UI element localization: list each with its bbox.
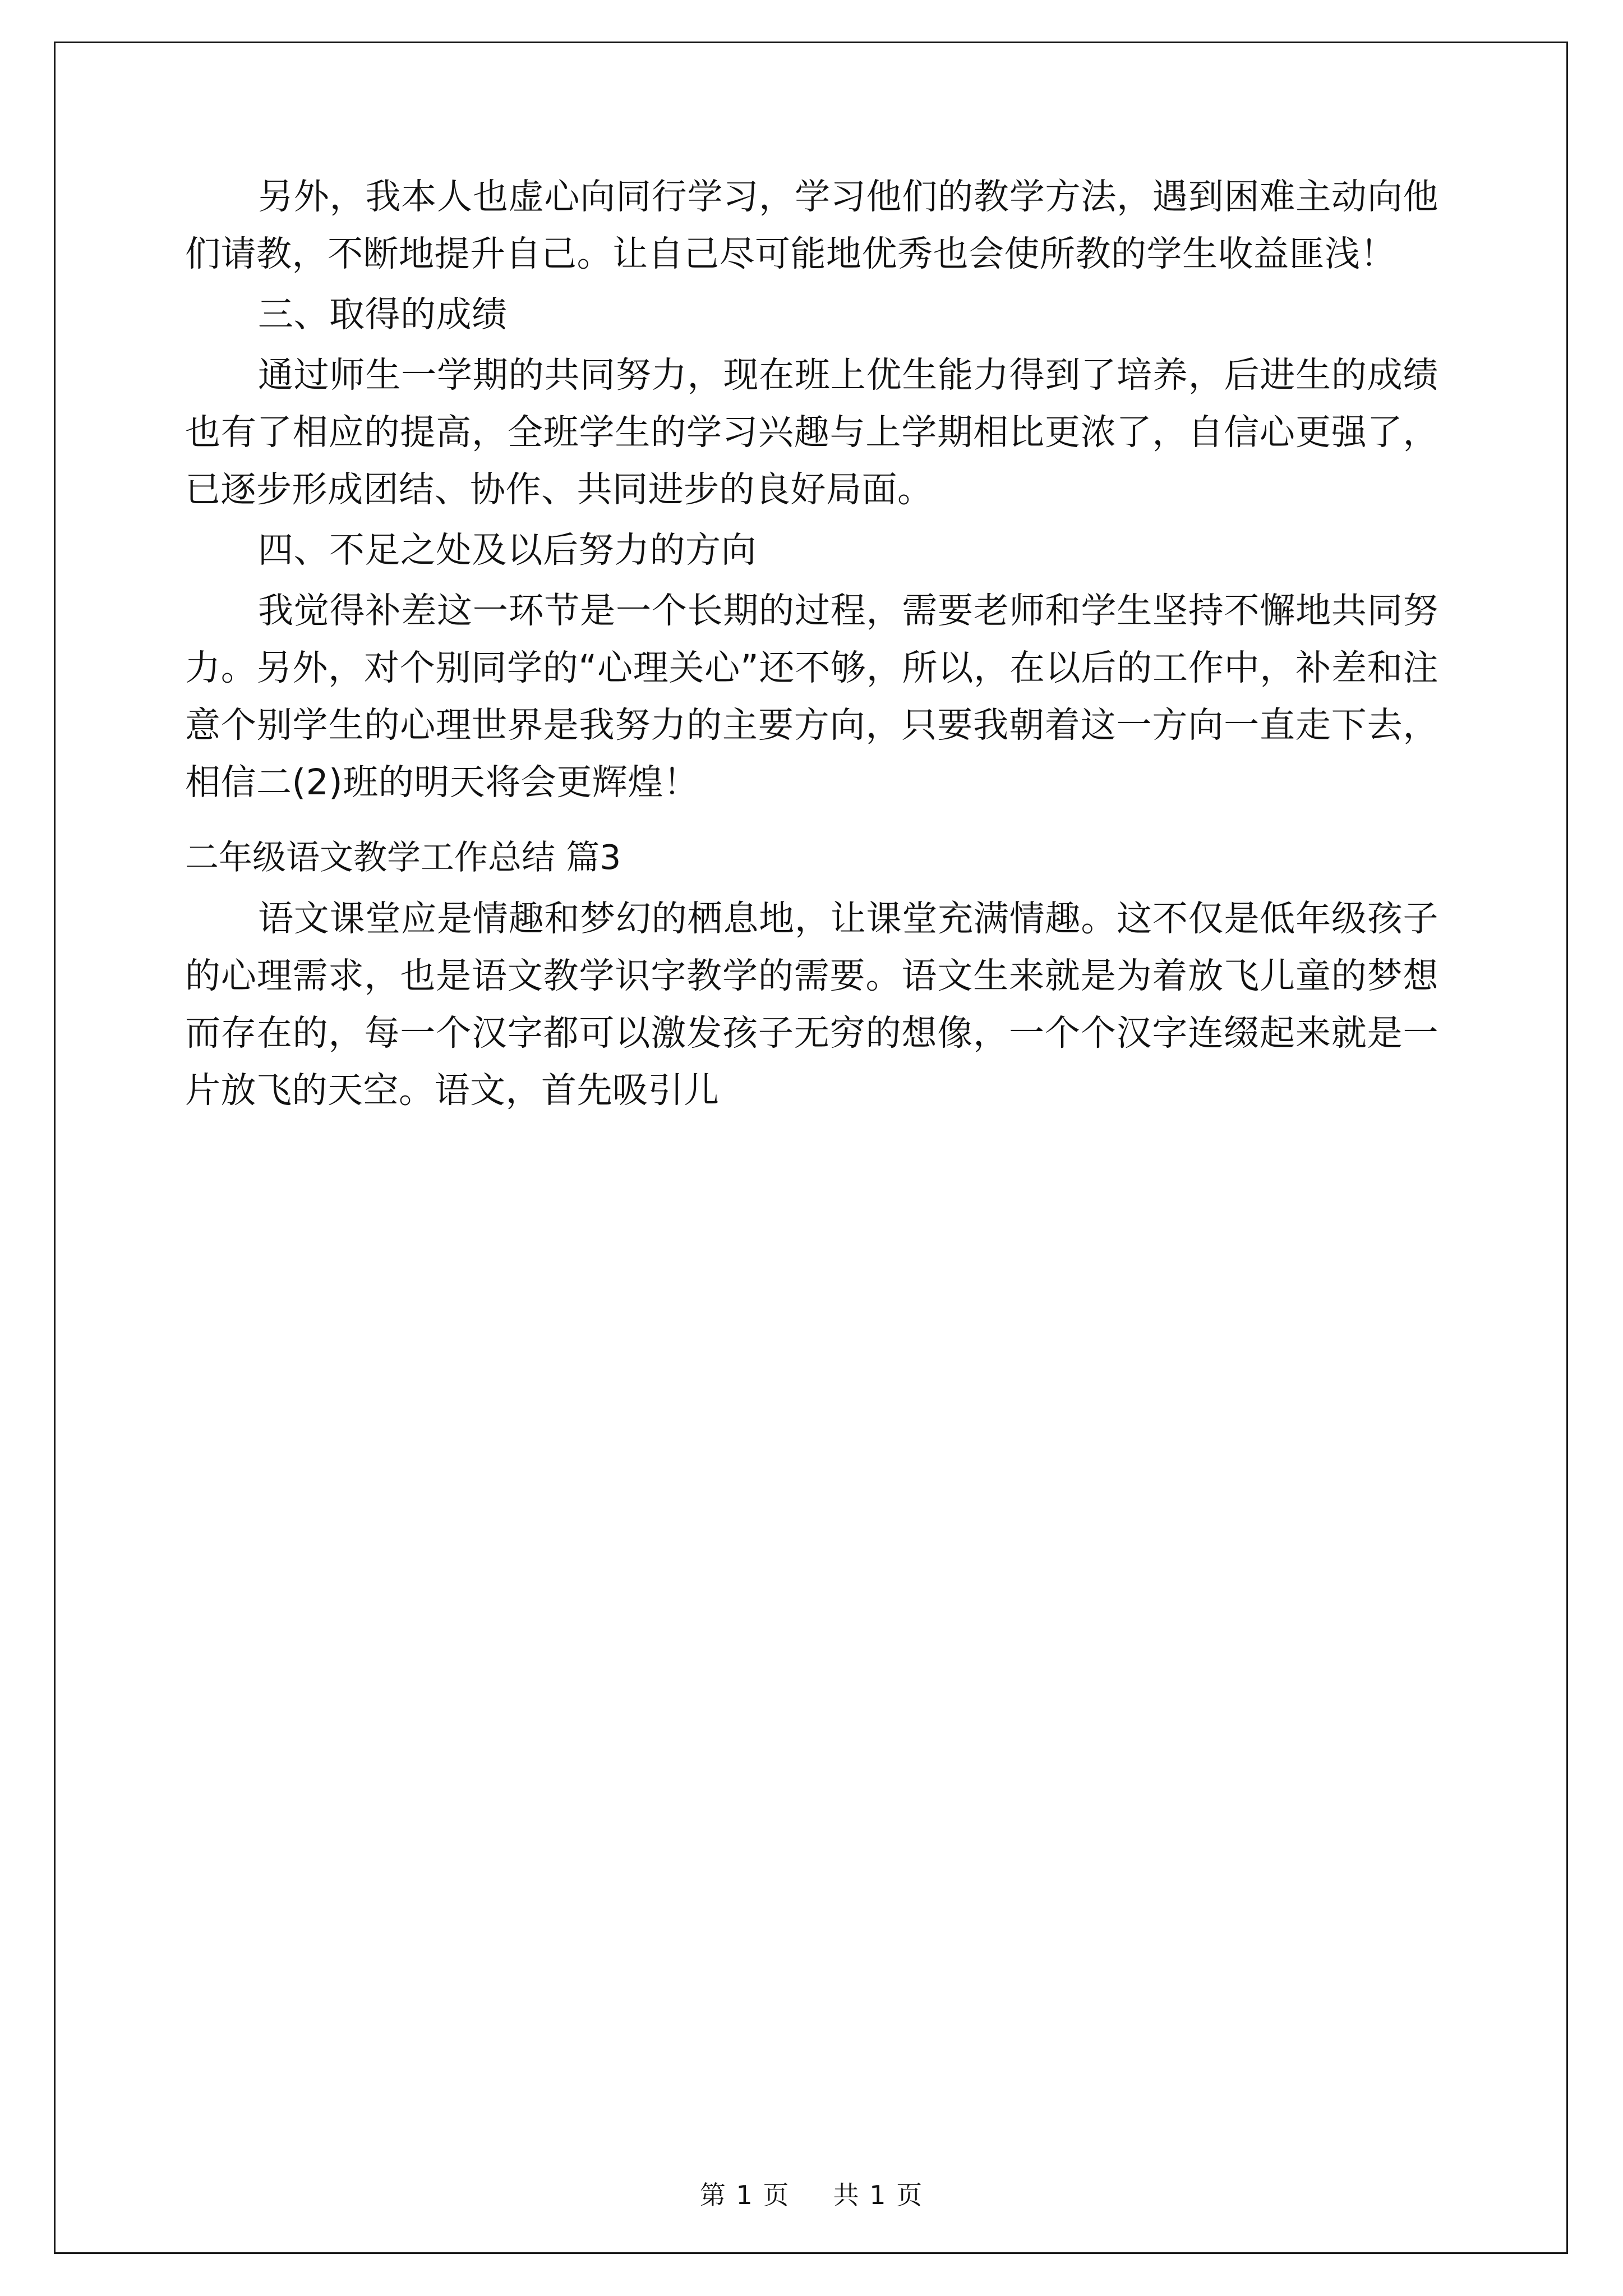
section-heading-three: 三、取得的成绩 bbox=[258, 294, 508, 335]
footer-total-pages: 共 1 页 bbox=[833, 2180, 924, 2210]
document-body bbox=[185, 168, 1438, 1122]
paragraph-4: 语文课堂应是情趣和梦幻的栖息地，让课堂充满情趣。这不仅是低年级孩子的心理需求，也是语文教学识字教学的需要。语文生来就是为着放飞儿童的梦想而存在的，每一个汉字都可以激发孩子无穷的想像，一个个汉字连缀起来就是一片放飞的天空。语文，首先吸引儿 bbox=[185, 898, 1438, 1111]
footer-current-page: 第 1 页 bbox=[699, 2180, 790, 2210]
paragraph-2: 通过师生一学期的共同努力，现在班上优生能力得到了培养，后进生的成绩也有了相应的提高，全班学生的学习兴趣与上学期相比更浓了，自信心更强了，已逐步形成团结、协作、共同进步的良好局面。 bbox=[185, 355, 1438, 510]
section-heading-four: 四、不足之处及以后努力的方向 bbox=[258, 530, 757, 571]
paragraph-1: 另外，我本人也虚心向同行学习，学习他们的教学方法，遇到困难主动向他们请教，不断地提升自己。让自己尽可能地优秀也会使所教的学生收益匪浅！ bbox=[185, 176, 1438, 275]
paragraph-3: 我觉得补差这一环节是一个长期的过程，需要老师和学生坚持不懈地共同努力。另外，对个别同学的“心理关心”还不够，所以，在以后的工作中，补差和注意个别学生的心理世界是我努力的主要方向，只要我朝着这一方向一直走下去，相信二(2)班的明天将会更辉煌！ bbox=[185, 590, 1438, 803]
document-subtitle: 二年级语文教学工作总结 篇3 bbox=[185, 838, 621, 877]
page-footer bbox=[0, 2175, 1623, 2212]
